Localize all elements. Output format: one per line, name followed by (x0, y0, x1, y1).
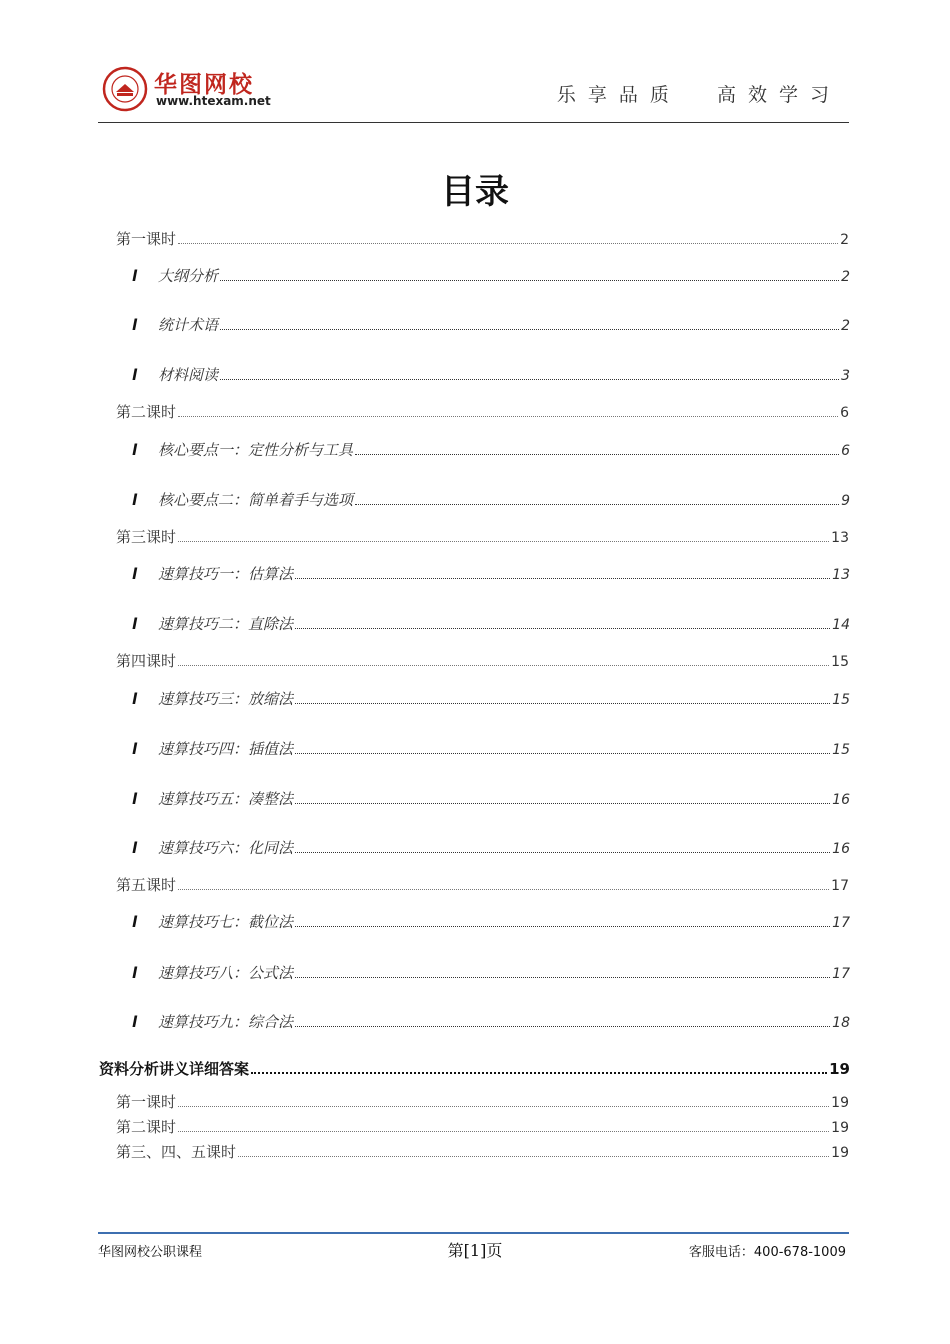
slogan: 乐享品质 高效学习 (556, 84, 841, 106)
toc-entry-page: 6 (841, 443, 850, 459)
toc-entry[interactable] (116, 650, 849, 671)
toc-entry-label: 第一课时 (116, 1093, 177, 1111)
toc-dot-leader (251, 1072, 827, 1074)
toc-dot-leader (295, 578, 830, 579)
toc-entry-page: 2 (841, 318, 850, 334)
footer-divider (98, 1232, 849, 1234)
brand-url: www.htexam.net (156, 94, 271, 108)
toc-entry-page: 15 (831, 654, 849, 670)
toc-entry-page: 17 (832, 915, 850, 931)
toc-entry[interactable] (116, 228, 849, 249)
toc-entry[interactable] (116, 1116, 849, 1137)
toc-entry-page: 2 (840, 232, 849, 248)
toc-entry[interactable] (116, 401, 849, 422)
toc-entry-page: 17 (831, 878, 849, 894)
toc-entry-label: 统计术语 (158, 316, 219, 334)
toc-dot-leader (355, 454, 839, 455)
toc-entry[interactable] (132, 314, 850, 335)
toc-entry[interactable] (132, 788, 850, 809)
toc-dot-leader (295, 753, 830, 754)
toc-entry-page: 14 (832, 617, 850, 633)
toc-dot-leader (178, 416, 838, 417)
toc-bullet-icon: l (132, 839, 138, 857)
toc-dot-leader (220, 280, 839, 281)
toc-dot-leader (295, 703, 830, 704)
toc-entry-label: 速算技巧三：放缩法 (158, 690, 294, 708)
toc-dot-leader (178, 665, 829, 666)
toc-entry-page: 13 (831, 530, 849, 546)
toc-entry-page: 3 (841, 368, 850, 384)
toc-entry-page: 16 (832, 792, 850, 808)
toc-dot-leader (178, 889, 829, 890)
toc-entry-label: 第一课时 (116, 230, 177, 248)
toc-entry[interactable] (132, 489, 850, 510)
page-number: 第[1]页 (447, 1241, 503, 1260)
toc-dot-leader (220, 329, 839, 330)
toc-entry-label: 大纲分析 (158, 267, 219, 285)
toc-entry-label: 速算技巧九：综合法 (158, 1013, 294, 1031)
toc-bullet-icon: l (132, 913, 138, 931)
toc-entry[interactable] (116, 1091, 849, 1112)
toc-entry-label: 核心要点二：简单着手与选项 (158, 491, 354, 509)
toc-entry[interactable] (99, 1058, 850, 1079)
toc-entry-page: 15 (832, 692, 850, 708)
footer-course-name: 华图网校公职课程 (98, 1245, 203, 1260)
toc-bullet-icon: l (132, 964, 138, 982)
toc-entry-page: 19 (831, 1145, 849, 1161)
toc-entry-page: 15 (832, 742, 850, 758)
toc-entry-page: 19 (831, 1095, 849, 1111)
toc-dot-leader (178, 541, 829, 542)
toc-entry-label: 第五课时 (116, 876, 177, 894)
toc-bullet-icon: l (132, 615, 138, 633)
toc-entry-label: 第二课时 (116, 403, 177, 421)
toc-bullet-icon: l (132, 740, 138, 758)
toc-entry[interactable] (116, 874, 849, 895)
toc-entry-label: 速算技巧二：直除法 (158, 615, 294, 633)
toc-bullet-icon: l (132, 316, 138, 334)
toc-entry-page: 19 (831, 1120, 849, 1136)
toc-bullet-icon: l (132, 491, 138, 509)
toc-dot-leader (238, 1156, 829, 1157)
toc-entry-label: 材料阅读 (158, 366, 219, 384)
toc-bullet-icon: l (132, 366, 138, 384)
toc-entry-label: 速算技巧八：公式法 (158, 964, 294, 982)
toc-entry-label: 第四课时 (116, 652, 177, 670)
toc-entry[interactable] (132, 688, 850, 709)
toc-dot-leader (295, 852, 830, 853)
toc-dot-leader (295, 1026, 830, 1027)
toc-dot-leader (355, 504, 839, 505)
toc-entry-page: 13 (832, 567, 850, 583)
toc-entry[interactable] (132, 962, 850, 983)
toc-entry-page: 6 (840, 405, 849, 421)
toc-entry-label: 速算技巧五：凑整法 (158, 790, 294, 808)
toc-bullet-icon: l (132, 790, 138, 808)
page-title: 目录 (441, 172, 509, 212)
toc-entry-label: 速算技巧一：估算法 (158, 565, 294, 583)
toc-entry[interactable] (132, 439, 850, 460)
toc-entry[interactable] (132, 613, 850, 634)
toc-dot-leader (220, 379, 839, 380)
toc-entry[interactable] (132, 563, 850, 584)
toc-bullet-icon: l (132, 565, 138, 583)
toc-dot-leader (295, 628, 830, 629)
toc-entry[interactable] (132, 738, 850, 759)
toc-bullet-icon: l (132, 1013, 138, 1031)
toc-entry-label: 核心要点一：定性分析与工具 (158, 441, 354, 459)
toc-dot-leader (178, 243, 838, 244)
toc-entry[interactable] (116, 1141, 849, 1162)
toc-entry[interactable] (116, 526, 849, 547)
toc-entry-page: 19 (829, 1060, 850, 1078)
toc-entry-page: 16 (832, 841, 850, 857)
toc-entry-page: 2 (841, 269, 850, 285)
toc-entry-label: 第三课时 (116, 528, 177, 546)
toc-bullet-icon: l (132, 267, 138, 285)
toc-entry-label: 第二课时 (116, 1118, 177, 1136)
toc-dot-leader (295, 803, 830, 804)
toc-bullet-icon: l (132, 441, 138, 459)
toc-entry-label: 速算技巧四：插值法 (158, 740, 294, 758)
toc-dot-leader (295, 926, 830, 927)
toc-entry-page: 17 (832, 966, 850, 982)
toc-entry[interactable] (132, 364, 850, 385)
toc-entry-label: 速算技巧七：截位法 (158, 913, 294, 931)
toc-dot-leader (295, 977, 830, 978)
toc-entry[interactable] (132, 1011, 850, 1032)
toc-entry[interactable] (132, 265, 850, 286)
toc-entry-label: 第三、四、五课时 (116, 1143, 237, 1161)
brand-name: 华图网校 (154, 72, 254, 98)
toc-bullet-icon: l (132, 690, 138, 708)
toc-entry[interactable] (132, 837, 850, 858)
toc-dot-leader (178, 1106, 829, 1107)
toc-dot-leader (178, 1131, 829, 1132)
toc-entry-page: 18 (832, 1015, 850, 1031)
toc-entry[interactable] (132, 911, 850, 932)
toc-entry-page: 9 (841, 493, 850, 509)
customer-service-phone: 客服电话：400-678-1009 (688, 1245, 846, 1260)
toc-entry-label: 资料分析讲义详细答案 (99, 1060, 250, 1078)
toc-entry-label: 速算技巧六：化同法 (158, 839, 294, 857)
